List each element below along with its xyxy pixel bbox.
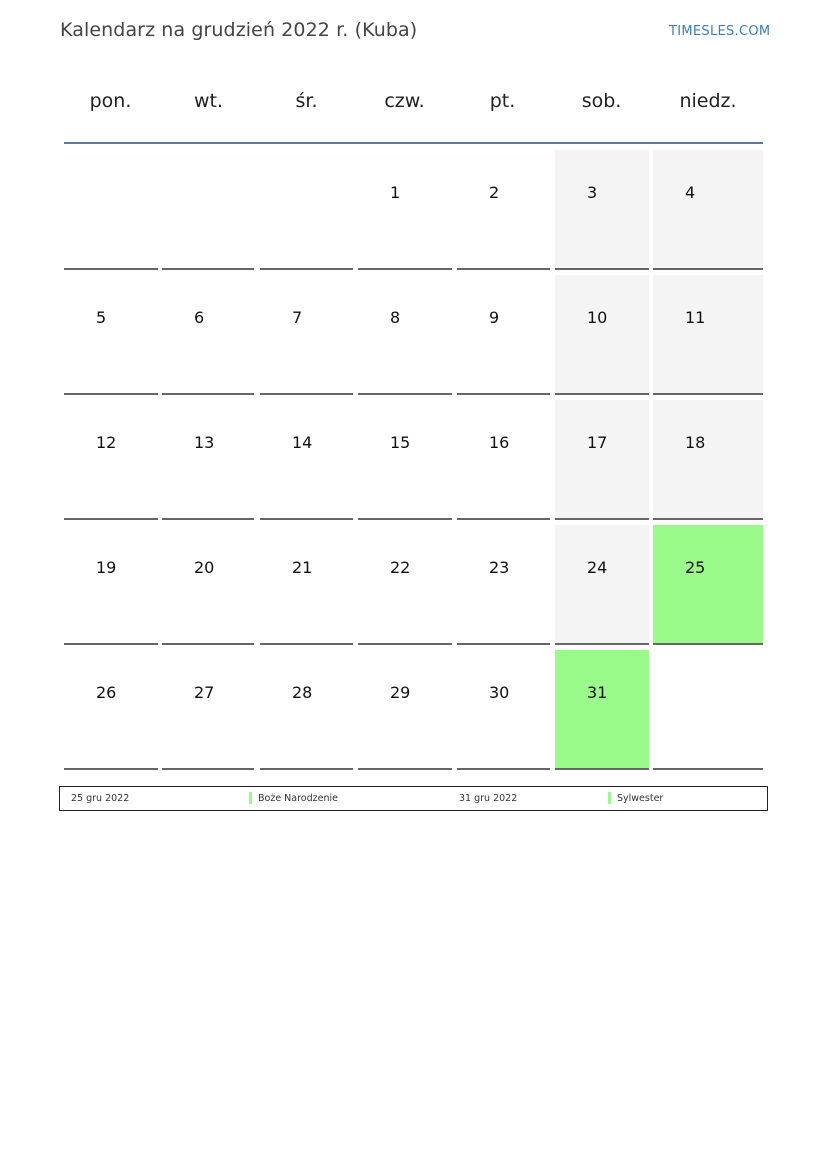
day-number: 22: [390, 558, 411, 577]
day-number: 5: [96, 308, 107, 327]
day-cell[interactable]: [64, 650, 158, 770]
day-cell[interactable]: [358, 150, 452, 270]
day-number: 18: [685, 433, 706, 452]
holiday-color-marker: [608, 792, 611, 804]
day-number: 30: [489, 683, 510, 702]
day-cell[interactable]: [64, 275, 158, 395]
day-number: 12: [96, 433, 117, 452]
day-number: 21: [292, 558, 313, 577]
day-cell[interactable]: [260, 525, 353, 645]
day-cell[interactable]: [555, 525, 649, 645]
empty-day-cell: [653, 650, 763, 770]
day-cell[interactable]: [555, 150, 649, 270]
day-cell[interactable]: [457, 400, 550, 520]
day-cell[interactable]: [457, 650, 550, 770]
weekday-label: wt.: [193, 90, 224, 112]
legend-holiday-name: Boże Narodzenie: [258, 793, 338, 804]
brand-link[interactable]: TIMESLES.COM: [669, 24, 771, 39]
day-number: 20: [194, 558, 215, 577]
day-cell[interactable]: [457, 150, 550, 270]
day-number: 8: [390, 308, 401, 327]
day-cell[interactable]: [457, 275, 550, 395]
day-number: 4: [685, 183, 696, 202]
day-number: 19: [96, 558, 117, 577]
holiday-legend: [59, 786, 768, 811]
day-number: 10: [587, 308, 608, 327]
day-cell[interactable]: [162, 650, 254, 770]
day-cell[interactable]: [653, 400, 763, 520]
day-cell[interactable]: [358, 400, 452, 520]
legend-date: 31 gru 2022: [459, 793, 518, 804]
day-cell[interactable]: [260, 650, 353, 770]
day-number: 6: [194, 308, 205, 327]
day-number: 15: [390, 433, 411, 452]
day-cell[interactable]: [162, 525, 254, 645]
day-cell[interactable]: [555, 275, 649, 395]
page-title: Kalendarz na grudzień 2022 r. (Kuba): [60, 19, 418, 41]
legend-holiday-name: Sylwester: [617, 793, 664, 804]
day-cell[interactable]: [162, 400, 254, 520]
day-number: 2: [489, 183, 500, 202]
empty-day-cell: [64, 150, 158, 270]
day-number: 29: [390, 683, 411, 702]
day-number: 3: [587, 183, 598, 202]
day-number: 11: [685, 308, 706, 327]
day-cell[interactable]: [260, 400, 353, 520]
legend-date: 25 gru 2022: [71, 793, 130, 804]
weekday-label: pon.: [89, 90, 132, 112]
day-number: 7: [292, 308, 303, 327]
day-number: 25: [685, 558, 706, 577]
day-number: 17: [587, 433, 608, 452]
weekday-label: czw.: [384, 90, 425, 112]
weekday-label: pt.: [489, 90, 516, 112]
day-cell[interactable]: [162, 275, 254, 395]
day-cell[interactable]: [358, 275, 452, 395]
day-number: 14: [292, 433, 313, 452]
day-number: 16: [489, 433, 510, 452]
day-number: 1: [390, 183, 401, 202]
weekday-label: niedz.: [679, 90, 737, 112]
empty-day-cell: [162, 150, 254, 270]
day-cell[interactable]: [260, 275, 353, 395]
weekday-label: sob.: [581, 90, 622, 112]
day-cell[interactable]: [457, 525, 550, 645]
day-cell[interactable]: [555, 650, 649, 770]
day-cell[interactable]: [64, 525, 158, 645]
day-number: 27: [194, 683, 215, 702]
day-cell[interactable]: [358, 650, 452, 770]
day-cell[interactable]: [653, 150, 763, 270]
day-cell[interactable]: [555, 400, 649, 520]
day-number: 23: [489, 558, 510, 577]
day-number: 24: [587, 558, 608, 577]
holiday-color-marker: [249, 792, 252, 804]
day-cell[interactable]: [653, 525, 763, 645]
day-number: 13: [194, 433, 215, 452]
day-cell[interactable]: [358, 525, 452, 645]
weekday-label: śr.: [295, 90, 318, 112]
day-number: 9: [489, 308, 500, 327]
day-number: 28: [292, 683, 313, 702]
empty-day-cell: [260, 150, 353, 270]
day-cell[interactable]: [64, 400, 158, 520]
day-cell[interactable]: [653, 275, 763, 395]
day-number: 26: [96, 683, 117, 702]
day-number: 31: [587, 683, 608, 702]
